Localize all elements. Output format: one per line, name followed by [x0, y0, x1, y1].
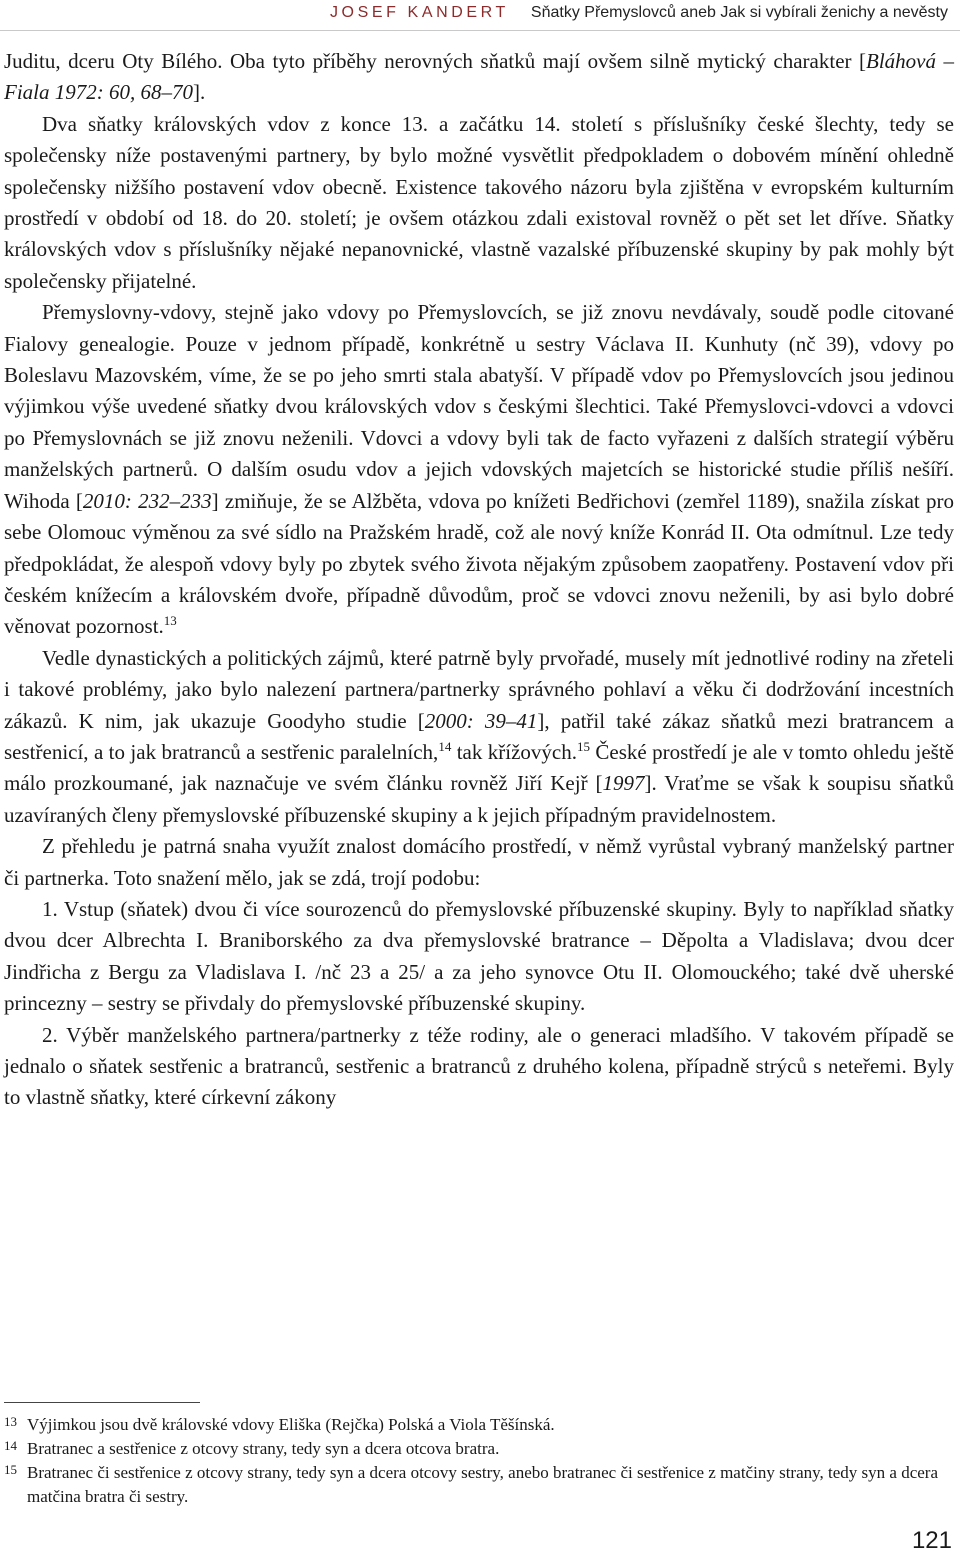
paragraph-7 — [4, 1020, 954, 1114]
citation: Bláhová – Fiala 1972: 60, 68–70 — [4, 49, 955, 105]
citation: 1997 — [602, 771, 645, 796]
text-run: České prostředí je ale v tomto ohledu ještě málo prozkoumané, jak naznačuje ve svém článku rovněž Jiří Kejř [ — [4, 739, 954, 796]
footnote-ref: 13 — [163, 613, 177, 629]
footnotes — [4, 1413, 954, 1509]
footnote-number: 14 — [4, 1438, 17, 1453]
footnote-divider — [4, 1402, 200, 1403]
header-author: JOSEF KANDERT — [329, 4, 509, 21]
citation: 2000: 39–41 — [424, 708, 538, 733]
citation: 2010: 232–233 — [82, 488, 212, 513]
text-run: Dva sňatky královských vdov z konce 13. a začátku 14. století s příslušníky české šlechty, tedy se společensky níže postavenými partnery, by bylo možné vysvětlit předpokladem o dobovém mínění ohledně společensky nižšího postavení vdov obecně. Existence takového názoru byla zjištěna v evropském kulturním prostředí v období od 18. do 20. století; je ovšem otázkou zdali existoval rovněž o pět set let dříve. Sňatky královských vdov s příslušníky nějaké nepanovnické, vlastně vazalské příbuzenské skupiny by pak mohly být společensky přijatelné. — [4, 111, 954, 293]
paragraph-3 — [4, 297, 954, 642]
text-run: ] zmiňuje, že se Alžběta, vdova po knížeti Bedřichovi (zemřel 1189), snažila získat pro sebe Olomouc výměnou za své sídlo na Pražském hradě, což ale nový kníže Konrád II. Ota odmítnul. Lze tedy předpokládat, že alespoň vdovy byly po zbytek svého života nějakým způsobem zaopatřeny. Postavení vdov při českém knížecím a královském dvoře, případně důvodům, proč se vdovci znovu neženili, by asi bylo dobré věnovat pozornost. — [4, 488, 954, 639]
text-run: Přemyslovny-vdovy, stejně jako vdovy po Přemyslovcích, se již znovu nevdávaly, soudě podle citované Fialovy genealogie. Pouze v jednom případě, konkrétně u sestry Václava II. Kunhuty (nč 39), vdovy po Boleslavu Mazovském, víme, že se po jeho smrti stala abatyší. V případě vdov po Přemyslovcích jsou jedinou výjimkou výše uvedené sňatky dvou královských vdov s českými šlechtici. Také Přemyslovci-vdovci a vdovci po Přemyslovnách se již znovu neženili. Vdovci a vdovy byli tak de facto vyřazeni z dalších strategií výběru manželských partnerů. O dalším osudu vdov a jejich vdovských majetcích se historické studie příliš nešíří. Wihoda [ — [4, 300, 954, 513]
header-running-title: Sňatky Přemyslovců aneb Jak si vybírali ženichy a nevěsty — [530, 4, 948, 21]
text-run: 1. Vstup (sňatek) dvou či více sourozenců do přemyslovské příbuzenské skupiny. Byly to například sňatky dvou dcer Albrechta I. Braniborského za dva přemyslovské bratrance – Děpolta a Vladislava; dvou dcer Jindřicha z Bergu za Vladislava I. /nč 23 a 25/ a za jeho synovce Otu II. Olomouckého; také dvě uherské princezny – sestry se přivdaly do přemyslovské příbuzenské skupiny. — [4, 896, 954, 1016]
paragraph-6 — [4, 894, 954, 1020]
footnote-text: Bratranec a sestřenice z otcovy strany, tedy syn a dcera otcova bratra. — [27, 1439, 500, 1458]
text-run: ]. — [193, 80, 206, 105]
text-run: tak křížových. — [451, 739, 577, 764]
page-number: 121 — [911, 1527, 952, 1554]
main-text — [4, 46, 954, 1114]
text-run: Vedle dynastických a politických zájmů, které patrně byly prvořadé, musely mít jednotlivé rodiny na zřeteli i takové problémy, jako bylo nalezení partnera/partnerky správného pohlaví a věku či dodržování incestních zákazů. K nim, jak ukazuje Goodyho studie [ — [4, 645, 954, 733]
footnote-text: Výjimkou jsou dvě královské vdovy Eliška (Rejčka) Polská a Viola Těšínská. — [27, 1415, 555, 1434]
paragraph-5 — [4, 831, 954, 894]
text-run: Juditu, dceru Oty Bílého. Oba tyto příběhy nerovných sňatků mají ovšem silně mytický charakter [ — [4, 49, 867, 73]
footnote-ref: 15 — [577, 738, 590, 754]
text-run: Z přehledu je patrná snaha využít znalost domácího prostředí, v němž vyrůstal vybraný manželský partner či partnerka. Toto snažení mělo, jak se zdá, trojí podobu: — [4, 834, 954, 890]
paragraph-4 — [4, 643, 954, 831]
footnote-15 — [4, 1461, 954, 1509]
footnote-text: Bratranec či sestřenice z otcovy strany, tedy syn a dcera otcovy sestry, anebo bratranec či sestřenice z matčiny strany, tedy syn a dcera matčina bratra či sestry. — [27, 1463, 938, 1506]
footnote-ref: 14 — [438, 738, 452, 754]
paragraph-2 — [4, 109, 954, 297]
paragraph-1 — [4, 46, 954, 109]
running-header-inner — [330, 4, 948, 22]
footnote-13 — [4, 1413, 954, 1437]
footnote-number: 13 — [4, 1414, 17, 1429]
text-run: ], patřil také zákaz sňatků mezi bratrancem a sestřenicí, a to jak bratranců a sestřenic paralelních, — [4, 708, 955, 764]
footnote-number: 15 — [4, 1462, 17, 1477]
text-run: ]. Vraťme se však k soupisu sňatků uzavíraných členy přemyslovské příbuzenské skupiny a k jejich případným pravidelnostem. — [4, 771, 955, 827]
text-run: 2. Výběr manželského partnera/partnerky z téže rodiny, ale o generaci mladšího. V takovém případě se jednalo o sňatek sestřenic a bratranců, sestřenic a bratranců z druhého kolena, případně strýců s neteřemi. Byly to vlastně sňatky, které církevní zákony — [4, 1022, 954, 1110]
running-header — [0, 0, 960, 31]
footnote-14 — [4, 1437, 954, 1461]
